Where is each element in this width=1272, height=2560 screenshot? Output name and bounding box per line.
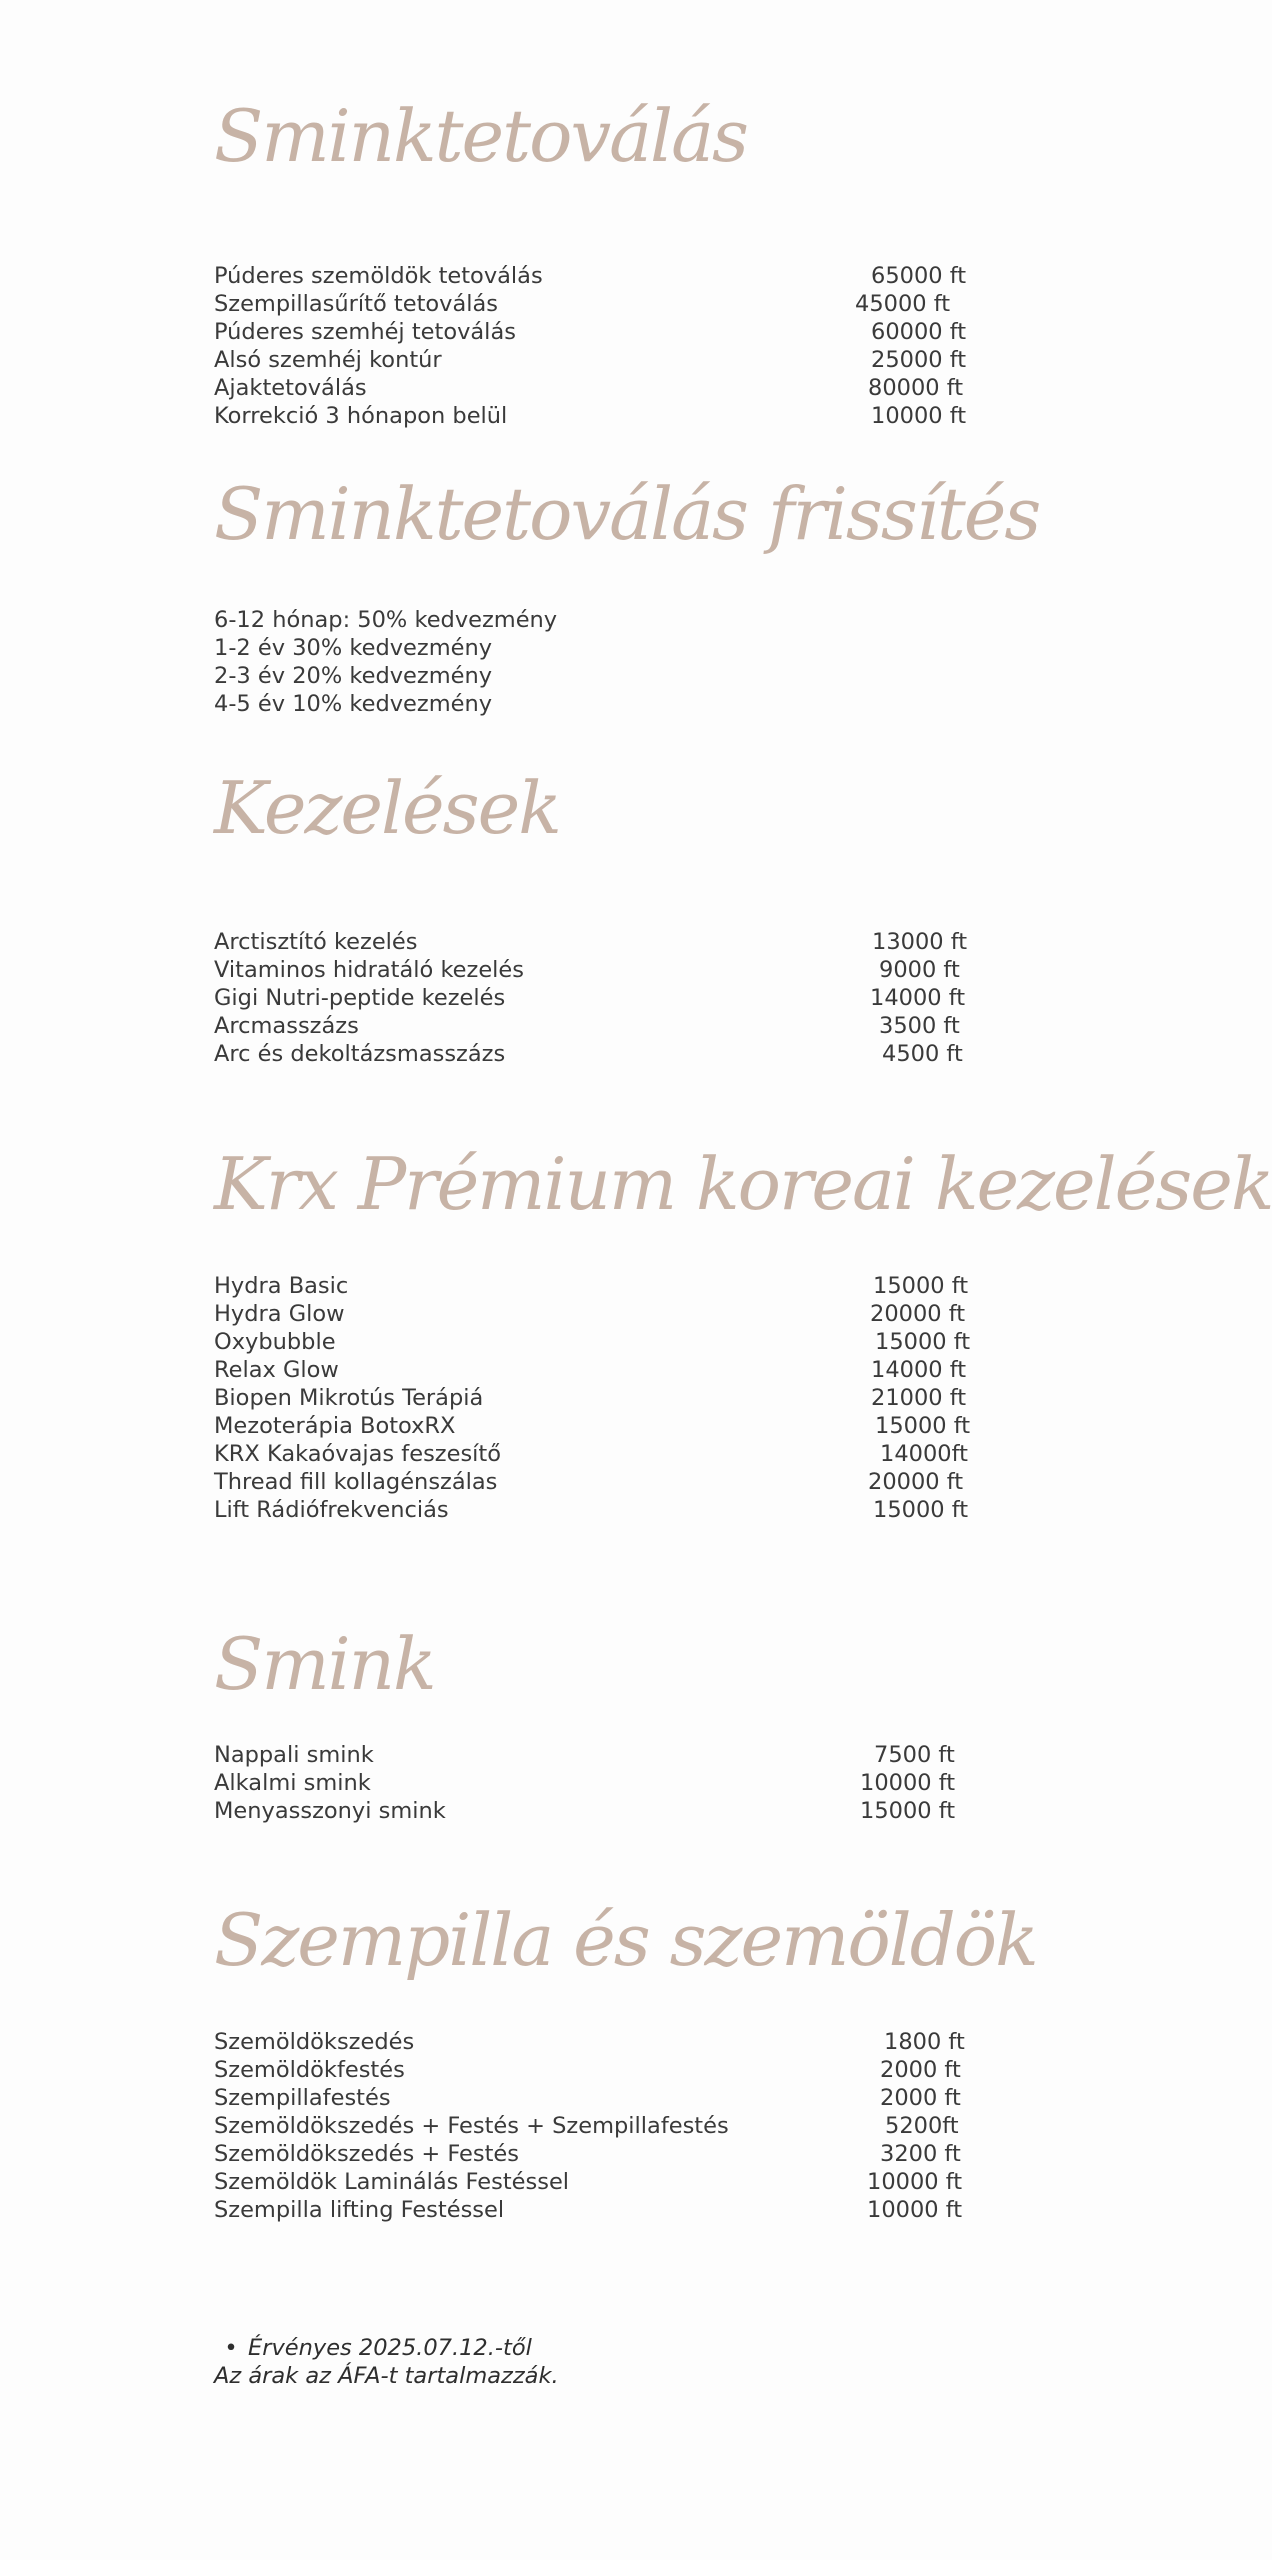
service-name: Szemöldökszedés + Festés + Szempillafestés [214,2113,729,2139]
service-name: Púderes szemöldök tetoválás [214,263,543,289]
service-price: 14000 ft [871,1357,967,1383]
price-list-makeup [214,1741,969,1825]
service-name: Szempillafestés [214,2085,391,2111]
service-name: Vitaminos hidratáló kezelés [214,957,524,983]
service-name: Szemöldökszedés + Festés [214,2141,519,2167]
service-name: Arc és dekoltázsmasszázs [214,1041,506,1067]
service-name: Arctisztító kezelés [214,929,418,955]
refresh-discount-list [214,606,557,718]
service-price: 20000 ft [870,1301,966,1327]
list-item [214,956,969,984]
list-item [214,402,969,430]
list-item [214,1328,969,1356]
list-item [214,1440,969,1468]
price-list-tattoo [214,262,969,430]
list-item [214,1040,969,1068]
list-item [214,1012,969,1040]
list-item [214,1496,969,1524]
list-item [214,1797,969,1825]
list-item [214,262,969,290]
service-name: Lift Rádiófrekvenciás [214,1497,449,1523]
bullet-icon: • [224,2335,238,2361]
heading-tattoo: Sminktetoválás [214,94,747,178]
service-price: 13000 ft [872,929,968,955]
price-list-lashes [214,2028,969,2224]
vat-note: Az árak az ÁFA-t tartalmazzák. [214,2363,559,2389]
service-price: 9000 ft [879,957,960,983]
service-name: Biopen Mikrotús Terápiá [214,1385,484,1411]
list-item [214,984,969,1012]
service-name: Szempillasűrítő tetoválás [214,291,499,317]
list-item: 1-2 év 30% kedvezmény [214,635,493,661]
service-price: 45000 ft [855,291,951,317]
service-name: Relax Glow [214,1357,339,1383]
heading-refresh: Sminktetoválás frissítés [214,472,1040,556]
price-list-treatments [214,928,969,1068]
service-price: 15000 ft [860,1798,956,1824]
service-name: Szemöldökszedés [214,2029,415,2055]
heading-makeup: Smink [214,1622,435,1706]
service-name: Ajaktetoválás [214,375,367,401]
list-item [214,1468,969,1496]
service-name: Korrekció 3 hónapon belül [214,403,508,429]
heading-lashes: Szempilla és szemöldök [214,1898,1037,1982]
list-item [214,374,969,402]
service-price: 20000 ft [868,1469,964,1495]
service-price: 15000 ft [875,1329,971,1355]
service-name: Menyasszonyi smink [214,1798,446,1824]
service-name: Gigi Nutri-peptide kezelés [214,985,506,1011]
list-item [214,1384,969,1412]
service-name: Szempilla lifting Festéssel [214,2197,505,2223]
service-price: 15000 ft [873,1273,969,1299]
service-price: 4500 ft [882,1041,963,1067]
service-name: Hydra Basic [214,1273,349,1299]
list-item [214,1412,969,1440]
price-list-krx [214,1272,969,1524]
service-name: Oxybubble [214,1329,336,1355]
service-price: 10000 ft [867,2197,963,2223]
validity-text: Érvényes 2025.07.12.-től [248,2335,532,2361]
service-price: 80000 ft [868,375,964,401]
service-price: 14000 ft [870,985,966,1011]
list-item [214,1741,969,1769]
service-name: KRX Kakaóvajas feszesítő [214,1441,502,1467]
list-item [214,2112,969,2140]
list-item: 4-5 év 10% kedvezmény [214,691,493,717]
service-price: 10000 ft [867,2169,963,2195]
service-price: 15000 ft [873,1497,969,1523]
list-item [214,2028,969,2056]
service-name: Alsó szemhéj kontúr [214,347,442,373]
service-price: 2000 ft [880,2085,961,2111]
heading-krx: Krx Prémium koreai kezelések [214,1142,1272,1226]
service-price: 1800 ft [884,2029,965,2055]
service-price: 2000 ft [880,2057,961,2083]
list-item [214,290,969,318]
list-item [214,2196,969,2224]
service-price: 60000 ft [871,319,967,345]
service-price: 3200 ft [880,2141,961,2167]
service-price: 15000 ft [875,1413,971,1439]
list-item: 6-12 hónap: 50% kedvezmény [214,607,558,633]
list-item [214,2140,969,2168]
list-item [214,1300,969,1328]
list-item [214,2168,969,2196]
service-name: Alkalmi smink [214,1770,371,1796]
list-item [214,318,969,346]
service-price: 65000 ft [871,263,967,289]
service-price: 21000 ft [871,1385,967,1411]
validity-note [214,2334,559,2362]
service-name: Thread fill kollagénszálas [214,1469,498,1495]
service-name: Mezoterápia BotoxRX [214,1413,456,1439]
service-price: 14000ft [880,1441,968,1467]
service-name: Szemöldök Laminálás Festéssel [214,2169,570,2195]
list-item [214,928,969,956]
service-price: 5200ft [885,2113,959,2139]
service-name: Púderes szemhéj tetoválás [214,319,516,345]
list-item [214,2084,969,2112]
list-item [214,346,969,374]
service-name: Arcmasszázs [214,1013,359,1039]
list-item [214,1272,969,1300]
service-price: 25000 ft [871,347,967,373]
service-price: 7500 ft [874,1742,955,1768]
service-price: 3500 ft [879,1013,960,1039]
list-item [214,2056,969,2084]
service-price: 10000 ft [860,1770,956,1796]
footer-notes [214,2334,559,2390]
list-item [214,1769,969,1797]
heading-treatments: Kezelések [214,766,560,850]
list-item: 2-3 év 20% kedvezmény [214,663,493,689]
service-name: Nappali smink [214,1742,374,1768]
service-name: Szemöldökfestés [214,2057,405,2083]
service-name: Hydra Glow [214,1301,345,1327]
list-item [214,1356,969,1384]
service-price: 10000 ft [871,403,967,429]
